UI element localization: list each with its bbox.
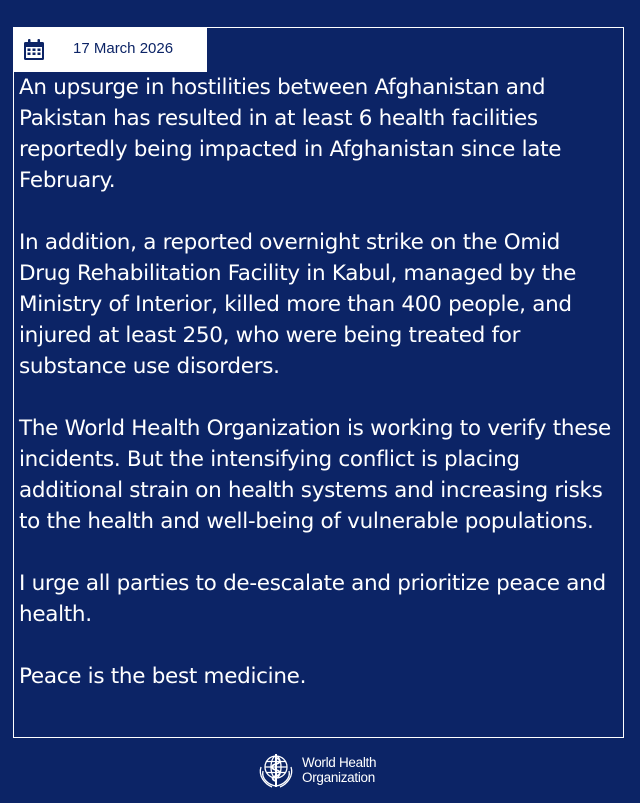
statement-body [19, 72, 615, 692]
paragraph: I urge all parties to de-escalate and prioritize peace and health. [19, 571, 606, 627]
date-badge [13, 27, 207, 72]
calendar-icon [23, 39, 45, 61]
closing-line: Peace is the best medicine. [19, 664, 307, 689]
organization-name-line2: Organization [302, 770, 375, 785]
who-logo [255, 750, 376, 790]
organization-name [302, 755, 376, 785]
who-emblem-icon [255, 749, 297, 791]
paragraph: In addition, a reported overnight strike on the Omid Drug Rehabilitation Facility in Kabul, managed by the Ministry of Interior, killed more than 400 people, and injured at least 250, who were being treated for substance use disorders. [19, 230, 577, 379]
paragraph: The World Health Organization is working to verify these incidents. But the intensifying conflict is placing additional strain on health systems and increasing risks to the health and well-being of vulnerable populations. [19, 416, 611, 534]
organization-name-line1: World Health [302, 755, 377, 770]
statement-date: 17 March 2026 [73, 40, 174, 57]
paragraph: An upsurge in hostilities between Afghanistan and Pakistan has resulted in at least 6 health facilities reportedly being impacted in Afghanistan since late February. [19, 75, 562, 193]
